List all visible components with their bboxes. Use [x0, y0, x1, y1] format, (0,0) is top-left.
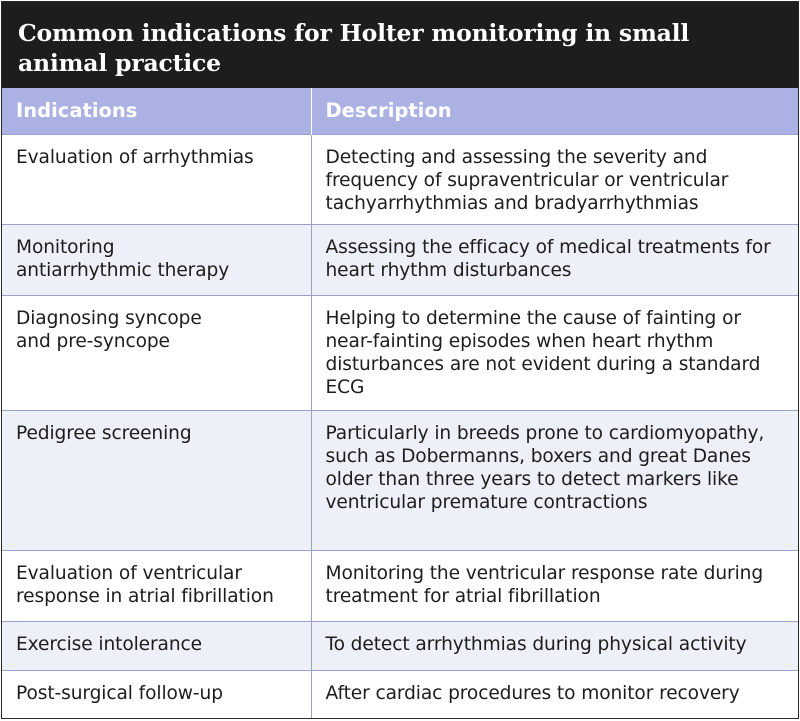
indications-table — [2, 88, 798, 719]
table-row — [2, 295, 798, 410]
description-cell: To detect arrhythmias during physical activity — [311, 621, 798, 670]
indication-cell: Evaluation of arrhythmias — [2, 134, 311, 224]
indication-cell: Monitoring antiarrhythmic therapy — [2, 224, 311, 295]
description-cell: After cardiac procedures to monitor recovery — [311, 670, 798, 719]
header-indications: Indications — [2, 88, 311, 134]
indication-cell: Diagnosing syncope and pre-syncope — [2, 295, 311, 410]
description-cell: Monitoring the ventricular response rate during treatment for atrial fibrillation — [311, 550, 798, 621]
indications-table-card — [1, 1, 799, 719]
table-row — [2, 670, 798, 719]
indication-cell: Evaluation of ventricular response in atrial fibrillation — [2, 550, 311, 621]
description-cell: Helping to determine the cause of fainting or near-fainting episodes when heart rhythm disturbances are not evident during a standard ECG — [311, 295, 798, 410]
table-row — [2, 410, 798, 550]
description-cell: Assessing the efficacy of medical treatments for heart rhythm disturbances — [311, 224, 798, 295]
header-row — [2, 88, 798, 134]
description-cell: Detecting and assessing the severity and frequency of supraventricular or ventricular tachyarrhythmias and bradyarrhythmias — [311, 134, 798, 224]
table-title: Common indications for Holter monitoring in small animal practice — [2, 2, 798, 88]
table-row — [2, 550, 798, 621]
table-row — [2, 224, 798, 295]
indication-cell: Exercise intolerance — [2, 621, 311, 670]
indication-cell: Post-surgical follow-up — [2, 670, 311, 719]
indication-cell: Pedigree screening — [2, 410, 311, 550]
table-row — [2, 134, 798, 224]
header-description: Description — [311, 88, 798, 134]
table-row — [2, 621, 798, 670]
description-cell: Particularly in breeds prone to cardiomyopathy, such as Dobermanns, boxers and great Danes older than three years to detect markers like ventricular premature contractions — [311, 410, 798, 550]
